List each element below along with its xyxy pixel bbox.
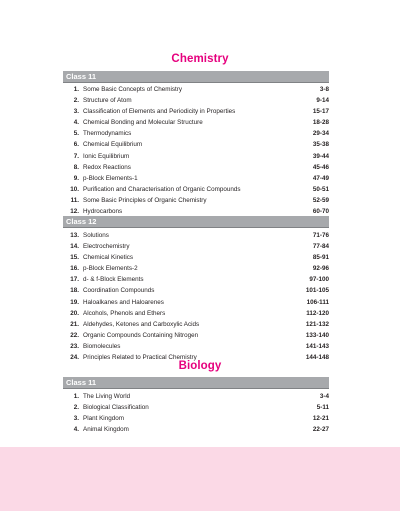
class-header-bar [63,377,329,389]
page-range: 47-49 [312,174,329,182]
page-range: 112-120 [306,309,329,317]
chapter-number: 16. [70,265,79,273]
chapter-title: Purification and Characterisation of Organic Compounds [83,185,241,193]
page-range: 144-148 [305,354,329,362]
chapter-title: Chemical Bonding and Molecular Structure [83,119,203,127]
page-range: 85-91 [312,254,329,262]
page-range: 133-140 [305,331,329,339]
class-label: Class 11 [66,72,97,81]
page-range: 35-38 [312,141,329,149]
chapter-title: Aldehydes, Ketones and Carboxylic Acids [83,320,200,328]
chapter-title: The Living World [83,393,131,400]
chapter-number: 3. [73,415,79,423]
class-label: Class 11 [66,378,97,387]
chapter-title: Principles Related to Practical Chemistry [83,354,197,362]
chapter-number: 12. [70,208,79,216]
page-range: 5-11 [316,404,329,412]
toc-row[interactable] [63,319,329,330]
chapter-title: Biomolecules [83,342,121,350]
page-range: 52-59 [312,196,329,204]
page-range: 77-84 [312,243,329,251]
page-range: 92-96 [312,265,329,273]
toc-row[interactable] [63,184,329,195]
chapter-title: Chemical Equilibrium [83,141,143,149]
chapter-number: 14. [70,243,79,251]
class-header-bar [63,71,329,83]
chapter-number: 4. [73,119,79,127]
page-range: 141-143 [305,342,329,350]
toc-row[interactable] [63,285,329,296]
toc-row[interactable] [63,139,329,150]
chapter-number: 1. [73,86,79,93]
chapter-number: 2. [73,97,79,105]
footer-band [0,447,400,511]
page-range: 18-28 [312,119,329,127]
page-range: 3-8 [319,86,329,93]
chapter-title: Classification of Elements and Periodicity in Properties [83,108,236,116]
chapter-title: Haloalkanes and Haloarenes [83,298,164,306]
page-range: 3-4 [319,393,329,400]
chapter-title: Alcohols, Phenols and Ethers [83,309,166,317]
toc-row[interactable] [63,162,329,173]
chapter-title: Solutions [83,232,109,239]
toc-row[interactable] [63,252,329,263]
subject-title-biology: Biology [178,360,222,372]
toc-row[interactable] [63,173,329,184]
toc-row[interactable] [63,84,329,95]
chapter-number: 21. [70,320,79,328]
page-range: 12-21 [312,415,329,423]
chapter-number: 20. [70,309,79,317]
chapter-title: Biological Classification [83,404,149,412]
chapter-title: Electrochemistry [83,243,130,251]
chapter-title: Plant Kingdom [83,415,124,423]
chapter-title: Some Basic Principles of Organic Chemistry [83,196,207,204]
page-range: 45-46 [312,163,329,171]
page-range: 97-100 [309,276,329,284]
chapter-title: Redox Reactions [83,163,131,171]
chapter-number: 11. [70,196,79,204]
page-range: 22-27 [312,426,329,434]
chapter-number: 15. [70,254,79,262]
toc-row[interactable] [63,308,329,319]
chapter-title: p-Block Elements-2 [83,265,138,273]
page-range: 50-51 [312,185,329,193]
chapter-number: 10. [70,185,79,193]
page-range: 39-44 [312,152,329,160]
chapter-title: Ionic Equilibrium [83,152,130,160]
chapter-title: Some Basic Concepts of Chemistry [83,86,183,93]
chapter-title: Thermodynamics [83,130,132,138]
chapter-number: 7. [73,152,79,160]
page-range: 71-76 [312,232,329,239]
page-range: 121-132 [305,320,329,328]
chapter-number: 18. [70,287,79,295]
toc-row[interactable] [63,195,329,206]
chapter-title: Coordination Compounds [83,287,155,295]
toc-row[interactable] [63,330,329,341]
chapter-number: 9. [73,174,79,182]
toc-row[interactable] [63,128,329,139]
toc-row[interactable] [63,297,329,308]
toc-list-chemistry-class-12 [63,230,329,363]
chapter-title: Organic Compounds Containing Nitrogen [83,331,199,339]
chapter-number: 23. [70,342,79,350]
toc-list-chemistry-class-11 [63,84,329,217]
page-range: 9-14 [316,97,329,105]
page-range: 29-34 [312,130,329,138]
chapter-number: 4. [73,426,79,434]
page-range: 60-70 [312,208,329,216]
chapter-number: 19. [70,298,79,306]
class-header-bar [63,216,329,228]
toc-row[interactable] [63,274,329,285]
toc-row[interactable] [63,424,329,435]
chapter-number: 3. [73,108,79,116]
chapter-number: 24. [70,354,79,362]
chapter-number: 17. [70,276,79,284]
subject-title-chemistry: Chemistry [171,53,229,65]
toc-row[interactable] [63,241,329,252]
page-range: 15-17 [312,108,329,116]
chapter-title: Structure of Atom [83,97,132,105]
toc-row[interactable] [63,413,329,424]
toc-row[interactable] [63,151,329,162]
chapter-number: 22. [70,331,79,339]
chapter-number: 2. [73,404,79,412]
chapter-number: 13. [70,232,79,239]
toc-row[interactable] [63,230,329,241]
toc-row[interactable] [63,263,329,274]
chapter-number: 8. [73,163,79,171]
toc-row[interactable] [63,106,329,117]
chapter-title: d- & f-Block Elements [83,276,144,284]
toc-row[interactable] [63,341,329,352]
chapter-number: 1. [73,393,79,400]
page-range: 106-111 [306,298,329,306]
chapter-title: Hydrocarbons [83,208,123,216]
page-range: 101-105 [305,287,329,295]
toc-row[interactable] [63,402,329,413]
class-label: Class 12 [66,217,97,226]
toc-row[interactable] [63,117,329,128]
chapter-title: p-Block Elements-1 [83,174,138,182]
chapter-number: 5. [73,130,79,138]
toc-list-biology-class-11 [63,391,329,435]
chapter-title: Chemical Kinetics [83,254,134,262]
toc-row[interactable] [63,391,329,402]
chapter-title: Animal Kingdom [83,426,129,434]
chapter-number: 6. [73,141,79,149]
toc-row[interactable] [63,95,329,106]
